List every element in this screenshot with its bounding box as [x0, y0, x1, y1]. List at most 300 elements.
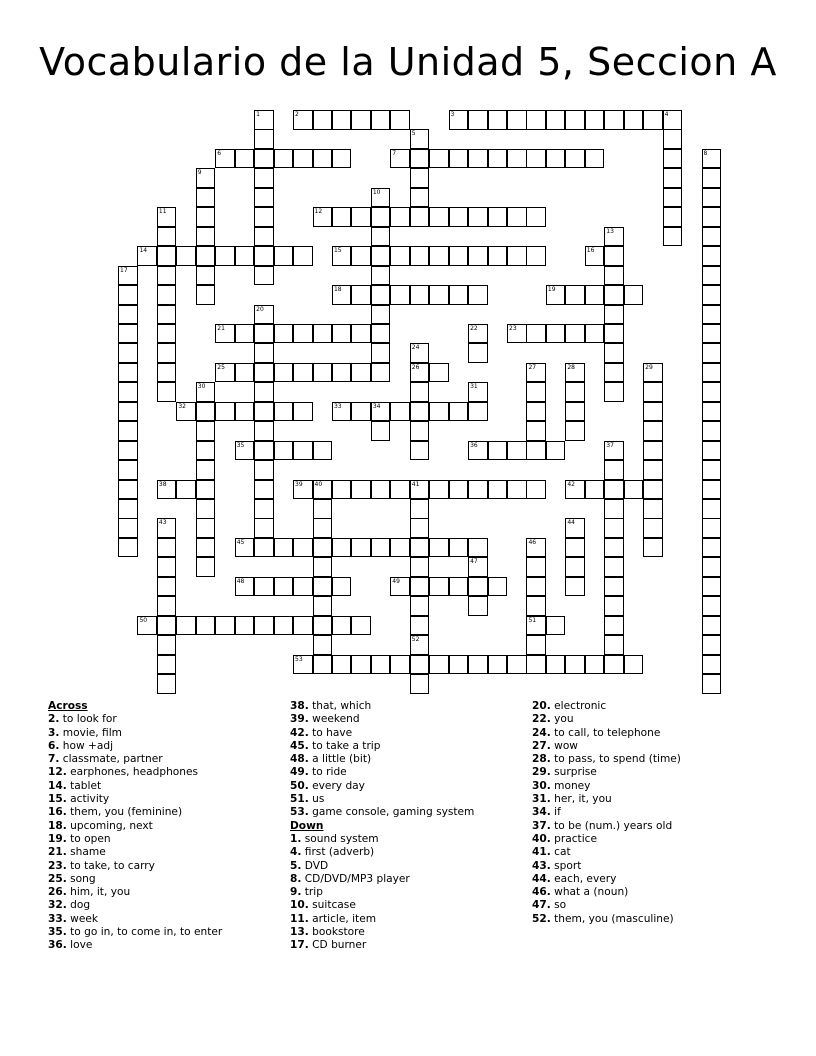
letter-input[interactable] — [119, 310, 137, 324]
letter-input[interactable] — [644, 543, 662, 557]
grid-cell[interactable] — [526, 110, 546, 130]
grid-cell[interactable] — [293, 538, 313, 558]
letter-input[interactable] — [527, 562, 545, 576]
letter-input[interactable] — [314, 582, 332, 596]
letter-input[interactable] — [391, 485, 409, 499]
letter-input[interactable] — [197, 232, 215, 246]
grid-cell[interactable] — [196, 557, 216, 577]
letter-input[interactable] — [469, 212, 487, 226]
grid-cell[interactable] — [585, 246, 605, 266]
grid-cell[interactable] — [118, 421, 138, 441]
letter-input[interactable] — [527, 660, 545, 674]
grid-cell[interactable] — [410, 246, 430, 266]
letter-input[interactable] — [236, 154, 254, 168]
letter-input[interactable] — [469, 154, 487, 168]
grid-cell[interactable] — [565, 110, 585, 130]
letter-input[interactable] — [411, 407, 429, 421]
grid-cell[interactable] — [254, 363, 274, 383]
letter-input[interactable] — [352, 407, 370, 421]
grid-cell[interactable] — [643, 110, 663, 130]
letter-input[interactable] — [372, 348, 390, 362]
letter-input[interactable] — [703, 601, 721, 615]
letter-input[interactable] — [372, 115, 390, 129]
letter-input[interactable] — [586, 290, 604, 304]
letter-input[interactable] — [255, 407, 273, 421]
grid-cell[interactable] — [196, 246, 216, 266]
letter-input[interactable] — [527, 582, 545, 596]
grid-cell[interactable] — [313, 110, 333, 130]
letter-input[interactable] — [119, 523, 137, 537]
letter-input[interactable] — [411, 290, 429, 304]
grid-cell[interactable] — [254, 110, 274, 130]
grid-cell[interactable] — [468, 382, 488, 402]
letter-input[interactable] — [391, 543, 409, 557]
grid-cell[interactable] — [351, 363, 371, 383]
grid-cell[interactable] — [604, 518, 624, 538]
grid-cell[interactable] — [254, 343, 274, 363]
grid-cell[interactable] — [371, 305, 391, 325]
grid-cell[interactable] — [351, 110, 371, 130]
grid-cell[interactable] — [585, 285, 605, 305]
grid-cell[interactable] — [526, 149, 546, 169]
letter-input[interactable] — [469, 582, 487, 596]
grid-cell[interactable] — [410, 596, 430, 616]
grid-cell[interactable] — [157, 635, 177, 655]
letter-input[interactable] — [119, 290, 137, 304]
grid-cell[interactable] — [410, 538, 430, 558]
letter-input[interactable] — [450, 251, 468, 265]
grid-cell[interactable] — [449, 577, 469, 597]
grid-cell[interactable] — [157, 227, 177, 247]
letter-input[interactable] — [605, 562, 623, 576]
grid-cell[interactable] — [196, 538, 216, 558]
grid-cell[interactable] — [196, 460, 216, 480]
letter-input[interactable] — [489, 446, 507, 460]
letter-input[interactable] — [197, 465, 215, 479]
grid-cell[interactable] — [196, 441, 216, 461]
grid-cell[interactable] — [332, 538, 352, 558]
grid-cell[interactable] — [137, 616, 157, 636]
grid-cell[interactable] — [215, 149, 235, 169]
letter-input[interactable] — [644, 387, 662, 401]
letter-input[interactable] — [664, 134, 682, 148]
letter-input[interactable] — [703, 329, 721, 343]
letter-input[interactable] — [527, 485, 545, 499]
grid-cell[interactable] — [254, 441, 274, 461]
grid-cell[interactable] — [196, 480, 216, 500]
grid-cell[interactable] — [429, 149, 449, 169]
letter-input[interactable] — [586, 154, 604, 168]
letter-input[interactable] — [391, 212, 409, 226]
grid-cell[interactable] — [235, 402, 255, 422]
grid-cell[interactable] — [157, 557, 177, 577]
letter-input[interactable] — [450, 290, 468, 304]
grid-cell[interactable] — [274, 577, 294, 597]
letter-input[interactable] — [586, 115, 604, 129]
grid-cell[interactable] — [118, 266, 138, 286]
grid-cell[interactable] — [332, 149, 352, 169]
grid-cell[interactable] — [643, 460, 663, 480]
grid-cell[interactable] — [449, 149, 469, 169]
letter-input[interactable] — [605, 251, 623, 265]
grid-cell[interactable] — [604, 655, 624, 675]
letter-input[interactable] — [411, 601, 429, 615]
grid-cell[interactable] — [702, 557, 722, 577]
letter-input[interactable] — [527, 329, 545, 343]
grid-cell[interactable] — [371, 538, 391, 558]
letter-input[interactable] — [450, 212, 468, 226]
grid-cell[interactable] — [702, 227, 722, 247]
letter-input[interactable] — [703, 271, 721, 285]
letter-input[interactable] — [255, 465, 273, 479]
letter-input[interactable] — [333, 485, 351, 499]
grid-cell[interactable] — [526, 402, 546, 422]
grid-cell[interactable] — [565, 421, 585, 441]
grid-cell[interactable] — [565, 402, 585, 422]
letter-input[interactable] — [664, 154, 682, 168]
grid-cell[interactable] — [663, 168, 683, 188]
grid-cell[interactable] — [351, 324, 371, 344]
grid-cell[interactable] — [390, 538, 410, 558]
letter-input[interactable] — [294, 329, 312, 343]
grid-cell[interactable] — [390, 110, 410, 130]
letter-input[interactable] — [566, 582, 584, 596]
letter-input[interactable] — [703, 543, 721, 557]
grid-cell[interactable] — [449, 207, 469, 227]
grid-cell[interactable] — [254, 402, 274, 422]
grid-cell[interactable] — [410, 207, 430, 227]
grid-cell[interactable] — [254, 518, 274, 538]
letter-input[interactable] — [703, 523, 721, 537]
grid-cell[interactable] — [196, 402, 216, 422]
grid-cell[interactable] — [157, 480, 177, 500]
grid-cell[interactable] — [702, 363, 722, 383]
letter-input[interactable] — [664, 232, 682, 246]
letter-input[interactable] — [411, 193, 429, 207]
grid-cell[interactable] — [293, 655, 313, 675]
grid-cell[interactable] — [526, 441, 546, 461]
letter-input[interactable] — [158, 621, 176, 635]
grid-cell[interactable] — [468, 655, 488, 675]
grid-cell[interactable] — [488, 441, 508, 461]
grid-cell[interactable] — [702, 635, 722, 655]
letter-input[interactable] — [450, 582, 468, 596]
grid-cell[interactable] — [215, 246, 235, 266]
grid-cell[interactable] — [176, 402, 196, 422]
letter-input[interactable] — [294, 446, 312, 460]
letter-input[interactable] — [489, 115, 507, 129]
grid-cell[interactable] — [702, 596, 722, 616]
letter-input[interactable] — [275, 407, 293, 421]
letter-input[interactable] — [158, 387, 176, 401]
grid-cell[interactable] — [429, 363, 449, 383]
grid-cell[interactable] — [390, 207, 410, 227]
grid-cell[interactable] — [546, 110, 566, 130]
grid-cell[interactable] — [332, 577, 352, 597]
grid-cell[interactable] — [274, 538, 294, 558]
grid-cell[interactable] — [390, 655, 410, 675]
letter-input[interactable] — [605, 660, 623, 674]
letter-input[interactable] — [255, 271, 273, 285]
letter-input[interactable] — [197, 485, 215, 499]
letter-input[interactable] — [255, 193, 273, 207]
grid-cell[interactable] — [332, 655, 352, 675]
letter-input[interactable] — [411, 387, 429, 401]
letter-input[interactable] — [294, 407, 312, 421]
grid-cell[interactable] — [449, 110, 469, 130]
letter-input[interactable] — [158, 329, 176, 343]
grid-cell[interactable] — [332, 110, 352, 130]
grid-cell[interactable] — [410, 168, 430, 188]
letter-input[interactable] — [703, 348, 721, 362]
grid-cell[interactable] — [118, 499, 138, 519]
grid-cell[interactable] — [702, 441, 722, 461]
letter-input[interactable] — [644, 426, 662, 440]
letter-input[interactable] — [197, 290, 215, 304]
grid-cell[interactable] — [429, 655, 449, 675]
grid-cell[interactable] — [332, 480, 352, 500]
grid-cell[interactable] — [332, 402, 352, 422]
letter-input[interactable] — [605, 348, 623, 362]
grid-cell[interactable] — [254, 421, 274, 441]
letter-input[interactable] — [566, 290, 584, 304]
letter-input[interactable] — [703, 232, 721, 246]
grid-cell[interactable] — [313, 518, 333, 538]
grid-cell[interactable] — [449, 246, 469, 266]
letter-input[interactable] — [197, 212, 215, 226]
grid-cell[interactable] — [274, 441, 294, 461]
letter-input[interactable] — [469, 660, 487, 674]
letter-input[interactable] — [372, 232, 390, 246]
letter-input[interactable] — [703, 426, 721, 440]
grid-cell[interactable] — [157, 518, 177, 538]
grid-cell[interactable] — [604, 635, 624, 655]
letter-input[interactable] — [197, 251, 215, 265]
letter-input[interactable] — [119, 543, 137, 557]
letter-input[interactable] — [703, 310, 721, 324]
letter-input[interactable] — [430, 485, 448, 499]
grid-cell[interactable] — [157, 577, 177, 597]
grid-cell[interactable] — [526, 655, 546, 675]
letter-input[interactable] — [255, 368, 273, 382]
letter-input[interactable] — [119, 465, 137, 479]
letter-input[interactable] — [703, 290, 721, 304]
letter-input[interactable] — [411, 446, 429, 460]
letter-input[interactable] — [605, 621, 623, 635]
letter-input[interactable] — [605, 601, 623, 615]
grid-cell[interactable] — [410, 421, 430, 441]
letter-input[interactable] — [197, 193, 215, 207]
grid-cell[interactable] — [702, 246, 722, 266]
grid-cell[interactable] — [565, 324, 585, 344]
grid-cell[interactable] — [702, 655, 722, 675]
grid-cell[interactable] — [371, 480, 391, 500]
grid-cell[interactable] — [604, 616, 624, 636]
letter-input[interactable] — [216, 621, 234, 635]
letter-input[interactable] — [489, 212, 507, 226]
letter-input[interactable] — [586, 660, 604, 674]
letter-input[interactable] — [275, 582, 293, 596]
letter-input[interactable] — [566, 543, 584, 557]
grid-cell[interactable] — [313, 635, 333, 655]
letter-input[interactable] — [527, 251, 545, 265]
letter-input[interactable] — [625, 290, 643, 304]
letter-input[interactable] — [158, 543, 176, 557]
grid-cell[interactable] — [157, 266, 177, 286]
grid-cell[interactable] — [118, 382, 138, 402]
letter-input[interactable] — [372, 290, 390, 304]
grid-cell[interactable] — [118, 518, 138, 538]
grid-cell[interactable] — [371, 246, 391, 266]
grid-cell[interactable] — [702, 577, 722, 597]
grid-cell[interactable] — [157, 285, 177, 305]
letter-input[interactable] — [372, 310, 390, 324]
grid-cell[interactable] — [390, 149, 410, 169]
grid-cell[interactable] — [488, 110, 508, 130]
grid-cell[interactable] — [702, 188, 722, 208]
grid-cell[interactable] — [235, 363, 255, 383]
grid-cell[interactable] — [702, 285, 722, 305]
letter-input[interactable] — [605, 387, 623, 401]
grid-cell[interactable] — [371, 207, 391, 227]
letter-input[interactable] — [703, 446, 721, 460]
letter-input[interactable] — [450, 543, 468, 557]
letter-input[interactable] — [703, 387, 721, 401]
grid-cell[interactable] — [468, 285, 488, 305]
grid-cell[interactable] — [235, 149, 255, 169]
letter-input[interactable] — [625, 485, 643, 499]
grid-cell[interactable] — [526, 207, 546, 227]
grid-cell[interactable] — [643, 421, 663, 441]
grid-cell[interactable] — [235, 616, 255, 636]
letter-input[interactable] — [255, 329, 273, 343]
grid-cell[interactable] — [429, 246, 449, 266]
letter-input[interactable] — [703, 368, 721, 382]
letter-input[interactable] — [216, 251, 234, 265]
letter-input[interactable] — [158, 660, 176, 674]
letter-input[interactable] — [664, 212, 682, 226]
letter-input[interactable] — [158, 368, 176, 382]
letter-input[interactable] — [255, 582, 273, 596]
grid-cell[interactable] — [371, 421, 391, 441]
grid-cell[interactable] — [118, 480, 138, 500]
grid-cell[interactable] — [410, 382, 430, 402]
letter-input[interactable] — [197, 271, 215, 285]
grid-cell[interactable] — [468, 480, 488, 500]
grid-cell[interactable] — [293, 246, 313, 266]
grid-cell[interactable] — [702, 674, 722, 694]
letter-input[interactable] — [411, 582, 429, 596]
letter-input[interactable] — [489, 660, 507, 674]
grid-cell[interactable] — [526, 616, 546, 636]
grid-cell[interactable] — [604, 363, 624, 383]
grid-cell[interactable] — [196, 227, 216, 247]
grid-cell[interactable] — [410, 343, 430, 363]
letter-input[interactable] — [119, 348, 137, 362]
letter-input[interactable] — [469, 543, 487, 557]
grid-cell[interactable] — [702, 538, 722, 558]
letter-input[interactable] — [294, 154, 312, 168]
letter-input[interactable] — [644, 446, 662, 460]
grid-cell[interactable] — [507, 207, 527, 227]
letter-input[interactable] — [158, 290, 176, 304]
grid-cell[interactable] — [410, 577, 430, 597]
grid-cell[interactable] — [604, 596, 624, 616]
letter-input[interactable] — [158, 640, 176, 654]
grid-cell[interactable] — [235, 441, 255, 461]
grid-cell[interactable] — [546, 441, 566, 461]
grid-cell[interactable] — [643, 518, 663, 538]
letter-input[interactable] — [566, 660, 584, 674]
grid-cell[interactable] — [351, 655, 371, 675]
letter-input[interactable] — [197, 523, 215, 537]
letter-input[interactable] — [294, 368, 312, 382]
grid-cell[interactable] — [196, 266, 216, 286]
letter-input[interactable] — [197, 407, 215, 421]
letter-input[interactable] — [275, 368, 293, 382]
grid-cell[interactable] — [196, 285, 216, 305]
grid-cell[interactable] — [313, 655, 333, 675]
letter-input[interactable] — [547, 115, 565, 129]
grid-cell[interactable] — [235, 538, 255, 558]
grid-cell[interactable] — [702, 518, 722, 538]
letter-input[interactable] — [605, 504, 623, 518]
letter-input[interactable] — [236, 329, 254, 343]
letter-input[interactable] — [216, 407, 234, 421]
grid-cell[interactable] — [274, 149, 294, 169]
grid-cell[interactable] — [643, 480, 663, 500]
grid-cell[interactable] — [488, 246, 508, 266]
grid-cell[interactable] — [196, 188, 216, 208]
letter-input[interactable] — [586, 485, 604, 499]
grid-cell[interactable] — [410, 499, 430, 519]
letter-input[interactable] — [411, 173, 429, 187]
letter-input[interactable] — [177, 485, 195, 499]
grid-cell[interactable] — [118, 343, 138, 363]
letter-input[interactable] — [333, 582, 351, 596]
grid-cell[interactable] — [215, 363, 235, 383]
grid-cell[interactable] — [604, 227, 624, 247]
letter-input[interactable] — [430, 251, 448, 265]
grid-cell[interactable] — [254, 266, 274, 286]
grid-cell[interactable] — [507, 480, 527, 500]
grid-cell[interactable] — [449, 655, 469, 675]
grid-cell[interactable] — [663, 207, 683, 227]
grid-cell[interactable] — [604, 577, 624, 597]
grid-cell[interactable] — [449, 480, 469, 500]
grid-cell[interactable] — [488, 577, 508, 597]
letter-input[interactable] — [605, 290, 623, 304]
letter-input[interactable] — [275, 543, 293, 557]
grid-cell[interactable] — [526, 577, 546, 597]
grid-cell[interactable] — [176, 616, 196, 636]
grid-cell[interactable] — [274, 402, 294, 422]
letter-input[interactable] — [703, 485, 721, 499]
letter-input[interactable] — [372, 271, 390, 285]
letter-input[interactable] — [411, 660, 429, 674]
grid-cell[interactable] — [604, 382, 624, 402]
grid-cell[interactable] — [313, 577, 333, 597]
letter-input[interactable] — [527, 601, 545, 615]
grid-cell[interactable] — [332, 207, 352, 227]
grid-cell[interactable] — [410, 655, 430, 675]
grid-cell[interactable] — [313, 480, 333, 500]
letter-input[interactable] — [255, 523, 273, 537]
grid-cell[interactable] — [351, 538, 371, 558]
grid-cell[interactable] — [293, 402, 313, 422]
letter-input[interactable] — [158, 562, 176, 576]
letter-input[interactable] — [314, 601, 332, 615]
